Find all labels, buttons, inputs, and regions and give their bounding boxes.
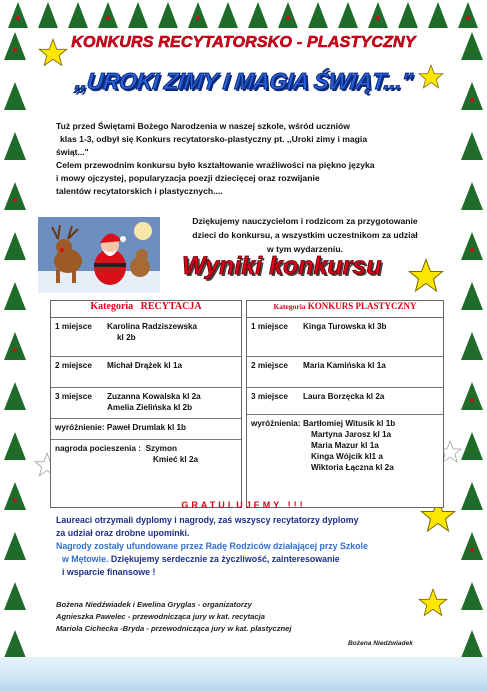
result-row [247, 388, 443, 415]
summary-text [56, 514, 436, 579]
place-label: 3 miejsce [55, 392, 92, 401]
thanks-line: w tym wydarzeniu. [267, 244, 343, 254]
signature: Bożena Niedźwiadek [348, 640, 413, 647]
result-row [51, 388, 241, 419]
place-label: 2 miejsce [55, 361, 92, 370]
place-label: 1 miejsce [55, 322, 92, 331]
christmas-tree-border-left [0, 0, 30, 660]
intro-line: Celem przewodnim konkursu było kształtowanie wrażliwości na piękno języka [56, 160, 375, 170]
santa-reindeer-illustration [38, 217, 160, 293]
winner-name: Szymon [145, 444, 177, 453]
thanks-line: Dziękujemy nauczycielom i rodzicom za przygotowanie [192, 216, 418, 226]
recitation-results-box [50, 300, 242, 508]
winner-name: Michał Drążek kl 1a [107, 361, 183, 370]
winner-name: Kinga Turowska kl 3b [303, 322, 387, 331]
organizer-line: Mariola Cichecka -Bryda - przewodnicząca jury w kat. plastycznej [56, 624, 292, 633]
winner-name: Paweł Drumlak kl 1b [106, 423, 187, 432]
result-row [51, 357, 241, 388]
category-word: Kategoria [90, 301, 134, 312]
intro-line: świąt..." [56, 147, 89, 157]
summary-line: za udział oraz drobne upominki. [56, 528, 190, 538]
intro-text [56, 120, 421, 198]
intro-line: klas 1-3, odbył się Konkurs recytatorsko-plastyczny pt. ,,Uroki zimy i magia [60, 134, 368, 144]
results-heading: Wyniki konkursu [182, 252, 382, 280]
winner-name: Martyna Jarosz kl 1a [311, 430, 392, 439]
thanks-line: dzieci do konkursu, a wszystkim uczestnikom za udział [192, 230, 418, 240]
summary-line: Laureaci otrzymali dyplomy i nagrody, zaś wszyscy recytatorzy dyplomy [56, 515, 359, 525]
winner-name: Laura Borzęcka kl 2a [303, 392, 385, 401]
result-row [247, 415, 443, 489]
place-label: 2 miejsce [251, 361, 288, 370]
winner-name: Karolina Radziszewska [107, 322, 198, 331]
poster-content [30, 24, 457, 654]
christmas-tree-border-right [457, 0, 487, 660]
summary-line: i wsparcie finansowe ! [62, 567, 156, 577]
contest-subtitle: ,,UROKI ZIMY I MAGIA ŚWIĄT..." [73, 68, 414, 94]
result-row [51, 318, 241, 357]
place-label: wyróżnienia: [251, 419, 301, 428]
winner-name: Zuzanna Kowalska kl 2a [107, 392, 201, 401]
category-name: KONKURS PLASTYCZNY [307, 301, 417, 311]
winner-name: Wiktoria Łączna kl 2a [311, 463, 394, 472]
winner-name: Kinga Wójcik kl1 a [311, 452, 383, 461]
intro-line: Tuż przed Świętami Bożego Narodzenia w naszej szkole, wśród uczniów [56, 121, 350, 131]
category-name: RECYTACJA [140, 301, 202, 312]
winner-name: Bartłomiej Witusik kl 1b [303, 419, 396, 428]
winner-name: Maria Mazur kl 1a [311, 441, 379, 450]
winner-name: Maria Kamińska kl 1a [303, 361, 386, 370]
place-label: wyróżnienie: [55, 423, 105, 432]
art-results-box [246, 300, 444, 508]
organizer-line: Bożena Niedźwiadek i Ewelina Gryglas - organizatorzy [56, 600, 252, 609]
recitation-category-header [51, 301, 241, 318]
result-row [51, 419, 241, 440]
summary-line: Dziękujemy serdecznie za życzliwość, zainteresowanie [108, 554, 340, 564]
winner-name: Amelia Zielińska kl 2b [107, 403, 193, 412]
result-row [51, 440, 241, 482]
art-category-header [247, 301, 443, 318]
place-label: nagroda pocieszenia : [55, 444, 141, 453]
winner-class: kl 2b [117, 333, 136, 342]
intro-line: talentów recytatorskich i plastycznych.... [56, 186, 223, 196]
category-word: Kategoria [273, 302, 306, 311]
contest-title: KONKURS RECYTATORSKO - PLASTYCZNY [71, 34, 416, 51]
winner-name: Kmieć kl 2a [153, 455, 199, 464]
organizers-list [56, 599, 436, 635]
thanks-text [170, 214, 440, 256]
place-label: 3 miejsce [251, 392, 288, 401]
result-row [247, 318, 443, 357]
intro-line: i mowy ojczystej, popularyzacja poezji dziecięcej oraz rozwijanie [56, 173, 320, 183]
place-label: 1 miejsce [251, 322, 288, 331]
result-row [247, 357, 443, 388]
summary-line: Nagrody zostały ufundowane przez Radę Rodziców działającej przy Szkole [56, 541, 368, 551]
summary-line: w Mętowie. [62, 554, 109, 564]
snow-bottom-band [0, 657, 487, 691]
congratulations-text: GRATULUJEMY !!! [181, 500, 306, 510]
organizer-line: Agnieszka Pawelec - przewodnicząca jury w kat. recytacja [56, 612, 265, 621]
